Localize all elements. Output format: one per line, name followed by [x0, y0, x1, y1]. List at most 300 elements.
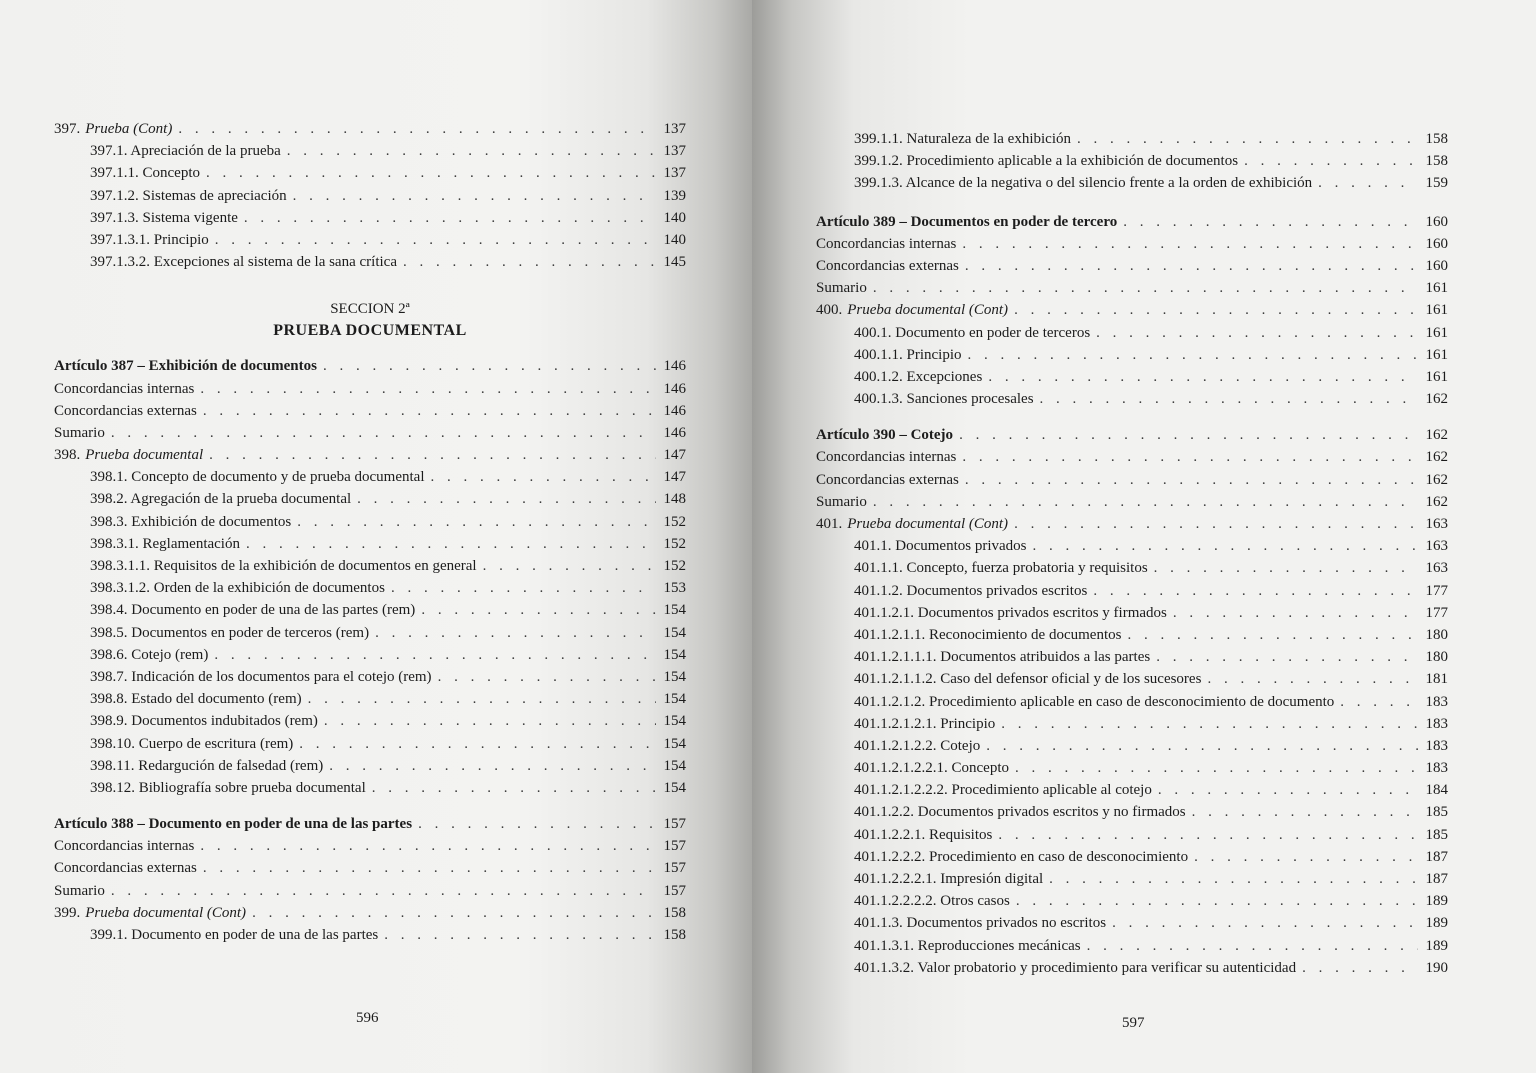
dot-leader [1096, 322, 1418, 344]
toc-entry-text: 397.1.2. Sistemas de apreciación [90, 187, 287, 204]
toc-entry [816, 299, 1448, 321]
toc-page-number: 160 [1425, 235, 1448, 252]
dot-leader [1093, 580, 1418, 602]
dot-leader [324, 710, 656, 732]
toc-entry-title [816, 277, 867, 299]
toc-entry-text: 399.1.1. Naturaleza de la exhibición [854, 131, 1072, 147]
dot-leader [1173, 602, 1418, 624]
toc-entry-title [816, 299, 1008, 321]
dot-leader [244, 207, 656, 229]
toc-entry-text: Prueba documental (Cont) [85, 904, 247, 921]
toc-page-number: 163 [1425, 516, 1448, 532]
toc-entry [54, 511, 686, 533]
toc-entry-number: 401. [816, 516, 843, 532]
toc-entry [54, 162, 686, 184]
dot-leader [418, 813, 656, 835]
toc-entry-title [90, 185, 287, 207]
toc-page-number: 152 [663, 535, 686, 552]
right-page [752, 0, 1536, 1073]
toc-page-number: 187 [1425, 848, 1448, 865]
toc-entry-text: Concordancias externas [816, 471, 959, 488]
toc-entry [816, 735, 1448, 757]
toc-entry-title [854, 646, 1150, 668]
toc-entry-text: Artículo 387 – Exhibición de documentos [54, 358, 317, 375]
toc-entry [54, 880, 686, 902]
dot-leader [965, 469, 1418, 491]
toc-page-number: 154 [663, 602, 686, 619]
toc-entry-title [90, 777, 366, 799]
toc-entry-title [90, 251, 397, 273]
toc-page-number: 177 [1425, 582, 1448, 599]
toc-entry-title [90, 533, 240, 555]
toc-entry [816, 424, 1448, 446]
toc-entry [816, 366, 1448, 388]
toc-entry [54, 488, 686, 510]
toc-entry-text: 398.3.1. Reglamentación [90, 535, 240, 552]
toc-page-number: 189 [1425, 937, 1448, 954]
toc-entry [816, 469, 1448, 491]
toc-entry-title [854, 580, 1087, 602]
toc-entry-text: 398.3.1.2. Orden de la exhibición de documentos [90, 580, 385, 597]
toc-entry [54, 835, 686, 857]
toc-entry [816, 491, 1448, 513]
dot-leader [214, 644, 656, 666]
toc-page-number: 158 [663, 904, 686, 921]
toc-entry-text: Artículo 390 – Cotejo [816, 427, 954, 444]
toc-entry-text: 401.1.2.1.1. Reconocimiento de documentos [854, 626, 1122, 643]
toc-entry [816, 824, 1448, 846]
toc-entry [816, 957, 1448, 979]
dot-leader [1112, 912, 1418, 934]
toc-entry-text: Artículo 388 – Documento en poder de una de las partes [54, 816, 413, 833]
toc-entry-title [854, 801, 1186, 823]
toc-entry-title [90, 622, 369, 644]
toc-page-number: 183 [1425, 737, 1448, 754]
toc-page-number: 152 [663, 558, 686, 574]
dot-leader [1077, 128, 1418, 150]
toc-page-number: 163 [1425, 560, 1448, 577]
toc-entry-title [90, 924, 378, 946]
toc-entry-title [816, 233, 956, 255]
toc-page-number: 146 [663, 358, 686, 375]
dot-leader [1207, 668, 1418, 690]
toc-page-number: 162 [1425, 449, 1448, 466]
toc-entry-title [816, 255, 959, 277]
toc-page-number: 185 [1425, 826, 1448, 843]
toc-entry-number: 400. [816, 302, 843, 319]
dot-leader [1040, 388, 1418, 410]
dot-leader [246, 533, 656, 555]
toc-entry-text: 398.3. Exhibición de documentos [90, 513, 292, 530]
toc-entry-text: Concordancias internas [816, 235, 957, 252]
toc-page-number: 159 [1425, 175, 1448, 192]
toc-page-number: 145 [663, 254, 686, 271]
toc-page-number: 158 [663, 927, 686, 943]
toc-entry-text: 398.7. Indicación de los documentos para el cotejo (rem) [90, 668, 432, 685]
dot-leader [1194, 846, 1418, 868]
toc-page-number: 158 [1425, 153, 1448, 170]
toc-entry-title [816, 424, 953, 446]
toc-entry [816, 150, 1448, 172]
toc-entry-title [90, 207, 238, 229]
toc-entry-title [854, 824, 992, 846]
toc-entry-number: 399. [54, 904, 81, 921]
toc-entry [816, 801, 1448, 823]
toc-page-number: 161 [1425, 346, 1448, 363]
dot-leader [293, 185, 656, 207]
toc-entry-title [54, 118, 172, 140]
toc-entry-text: 399.1. Documento en poder de una de las partes [90, 927, 379, 943]
toc-entry-text: 401.1.2.2.2. Procedimiento en caso de desconocimiento [854, 848, 1189, 865]
toc-page-number: 154 [663, 668, 686, 685]
toc-page-number: 160 [1425, 213, 1448, 230]
dot-leader [1154, 557, 1418, 579]
toc-entry-text: 401.1.3. Documentos privados no escritos [854, 915, 1107, 932]
toc-entry-text: Prueba (Cont) [85, 121, 173, 137]
dot-leader [962, 446, 1418, 468]
dot-leader [988, 366, 1418, 388]
toc-page-number: 146 [663, 424, 686, 441]
dot-leader [215, 229, 656, 251]
toc-entry [816, 446, 1448, 468]
toc-entry-text: 401.1.2.2.2.1. Impresión digital [854, 871, 1044, 887]
toc-entry-title [854, 779, 1152, 801]
toc-entry [54, 444, 686, 466]
dot-leader [986, 735, 1418, 757]
dot-leader [1001, 713, 1418, 735]
toc-entry-text: Concordancias internas [54, 838, 195, 855]
dot-leader [299, 733, 656, 755]
toc-entry [816, 846, 1448, 868]
dot-leader [1014, 513, 1418, 535]
dot-leader [323, 355, 656, 377]
toc-entry [54, 400, 686, 422]
dot-leader [873, 277, 1418, 299]
toc-entry-title [854, 172, 1312, 194]
toc-entry-text: 398.1. Concepto de documento y de prueba documental [90, 469, 425, 486]
toc-entry-title [90, 710, 318, 732]
dot-leader [1156, 646, 1418, 668]
toc-entry-text: Sumario [54, 882, 105, 899]
dot-leader [200, 835, 656, 857]
toc-page-number: 147 [663, 447, 686, 464]
toc-entry-text: 399.1.3. Alcance de la negativa o del silencio frente a la orden de exhibición [854, 175, 1313, 192]
toc-entry-title [54, 857, 197, 879]
dot-leader [1127, 624, 1418, 646]
toc-entry [54, 207, 686, 229]
toc-entry [54, 466, 686, 488]
left-page [0, 0, 752, 1073]
toc-entry-title [54, 378, 194, 400]
toc-entry-title [90, 229, 209, 251]
toc-page-number: 148 [663, 491, 686, 508]
toc-entry [816, 322, 1448, 344]
toc-entry [54, 555, 686, 577]
toc-entry-text: 401.1.2.2.1. Requisitos [854, 826, 993, 843]
dot-leader [1318, 172, 1418, 194]
toc-entry-text: 401.1.2.1.1.2. Caso del defensor oficial y de los sucesores [854, 671, 1202, 688]
toc-entry-title [90, 555, 477, 577]
toc-page-number: 184 [1425, 782, 1448, 799]
left-toc [54, 118, 686, 946]
toc-entry-text: 400.1.1. Principio [854, 346, 962, 363]
toc-page-number: 190 [1425, 959, 1448, 976]
toc-entry-text: 398.6. Cotejo (rem) [90, 646, 209, 663]
toc-page-number: 189 [1425, 915, 1448, 932]
toc-entry-text: 398.3.1.1. Requisitos de la exhibición de documentos en general [90, 558, 477, 574]
toc-page-number: 183 [1425, 760, 1448, 777]
toc-page-number: 154 [663, 624, 686, 641]
dot-leader [200, 378, 656, 400]
toc-entry-text: 401.1. Documentos privados [854, 538, 1027, 555]
toc-page-number: 152 [663, 513, 686, 530]
dot-leader [1014, 299, 1418, 321]
dot-leader [962, 233, 1418, 255]
toc-entry-title [816, 469, 959, 491]
dot-leader [1158, 779, 1418, 801]
dot-leader [297, 511, 656, 533]
toc-entry-text: 397.1.3.2. Excepciones al sistema de la sana crítica [90, 254, 397, 271]
dot-leader [1302, 957, 1418, 979]
toc-entry-number: 397. [54, 121, 81, 137]
dot-leader [998, 824, 1418, 846]
toc-entry-title [854, 890, 1010, 912]
toc-entry-title [854, 868, 1043, 890]
toc-entry-title [90, 162, 200, 184]
toc-entry [816, 868, 1448, 890]
toc-entry [816, 602, 1448, 624]
toc-entry [54, 422, 686, 444]
section-title: PRUEBA DOCUMENTAL [273, 322, 467, 340]
toc-page-number: 162 [1425, 391, 1448, 408]
toc-entry-text: 401.1.2.2.2.2. Otros casos [854, 893, 1010, 910]
toc-entry-text: 398.11. Redargución de falsedad (rem) [90, 757, 324, 774]
toc-entry-title [90, 666, 432, 688]
toc-entry [816, 233, 1448, 255]
toc-entry-title [854, 846, 1188, 868]
section-label: SECCION 2ª [330, 301, 410, 318]
toc-entry [54, 378, 686, 400]
toc-entry-title [816, 513, 1008, 535]
toc-entry-title [854, 912, 1106, 934]
dot-leader [111, 422, 656, 444]
toc-entry-title [90, 488, 351, 510]
toc-entry [54, 688, 686, 710]
toc-entry [54, 355, 686, 377]
toc-entry-title [854, 557, 1148, 579]
toc-page-number: 154 [663, 646, 686, 663]
toc-entry-text: 398.4. Documento en poder de una de las partes (rem) [90, 602, 416, 619]
toc-page-number: 162 [1425, 427, 1448, 444]
dot-leader [357, 488, 656, 510]
toc-entry-text: 401.1.2.1.2.2. Cotejo [854, 737, 981, 754]
toc-page-number: 181 [1425, 671, 1448, 688]
toc-entry [816, 513, 1448, 535]
toc-page-number: 183 [1425, 715, 1448, 732]
toc-entry-title [854, 668, 1201, 690]
toc-entry-text: Sumario [54, 424, 105, 441]
toc-page-number: 158 [1425, 131, 1448, 147]
toc-entry-title [854, 713, 995, 735]
toc-entry-text: Sumario [816, 493, 867, 510]
toc-entry [816, 255, 1448, 277]
toc-group [816, 128, 1448, 195]
toc-entry [54, 666, 686, 688]
dot-leader [391, 577, 656, 599]
toc-entry [54, 777, 686, 799]
toc-page-number: 137 [663, 143, 686, 160]
dot-leader [431, 466, 657, 488]
toc-entry-title [90, 688, 302, 710]
toc-page-number: 189 [1425, 893, 1448, 910]
toc-page-number: 154 [663, 735, 686, 752]
toc-entry [816, 912, 1448, 934]
dot-leader [1123, 211, 1418, 233]
toc-entry [54, 857, 686, 879]
toc-entry [816, 890, 1448, 912]
dot-leader [421, 599, 656, 621]
toc-entry-title [816, 446, 956, 468]
toc-entry-title [854, 957, 1296, 979]
toc-page-number: 153 [663, 580, 686, 597]
dot-leader [1049, 868, 1418, 890]
toc-entry [816, 535, 1448, 557]
toc-entry-text: Sumario [816, 280, 867, 297]
toc-entry-text: 401.1.1. Concepto, fuerza probatoria y requisitos [854, 560, 1148, 577]
toc-entry-title [54, 880, 105, 902]
toc-entry-number: 398. [54, 447, 81, 464]
toc-entry-text: 401.1.2.1.2.2.2. Procedimiento aplicable al cotejo [854, 782, 1152, 799]
dot-leader [1016, 890, 1418, 912]
toc-page-number: 137 [663, 165, 686, 182]
dot-leader [178, 118, 656, 140]
toc-page-number: 180 [1425, 626, 1448, 643]
dot-leader [873, 491, 1418, 513]
dot-leader [384, 924, 656, 946]
toc-entry-title [854, 757, 1009, 779]
toc-group [54, 813, 686, 946]
toc-entry [54, 577, 686, 599]
toc-entry-title [54, 835, 194, 857]
toc-entry [816, 691, 1448, 713]
toc-entry-title [816, 211, 1117, 233]
toc-entry [54, 755, 686, 777]
dot-leader [203, 400, 656, 422]
toc-page-number: 161 [1425, 280, 1448, 297]
toc-entry [54, 251, 686, 273]
toc-entry-title [90, 644, 208, 666]
toc-entry [54, 924, 686, 946]
toc-entry-title [54, 400, 197, 422]
toc-entry-text: 397.1. Apreciación de la prueba [90, 143, 281, 160]
toc-entry-title [54, 902, 246, 924]
toc-entry [54, 902, 686, 924]
dot-leader [329, 755, 656, 777]
toc-entry-text: 401.1.2.1.1.1. Documentos atribuidos a las partes [854, 649, 1151, 666]
toc-entry-text: Prueba documental [85, 447, 204, 464]
toc-entry-title [90, 140, 281, 162]
dot-leader [375, 622, 656, 644]
toc-entry-title [90, 755, 323, 777]
dot-leader [252, 902, 656, 924]
toc-entry-text: 400.1.2. Excepciones [854, 368, 983, 385]
toc-entry [54, 599, 686, 621]
dot-leader [965, 255, 1418, 277]
dot-leader [203, 857, 656, 879]
toc-page-number: 137 [663, 121, 686, 137]
toc-page-number: 162 [1425, 493, 1448, 510]
toc-page-number: 146 [663, 380, 686, 397]
toc-entry-text: Concordancias internas [816, 449, 957, 466]
toc-entry-title [90, 599, 415, 621]
toc-entry-text: Concordancias externas [54, 860, 197, 877]
toc-page-number: 147 [663, 469, 686, 486]
toc-entry-text: 401.1.3.2. Valor probatorio y procedimiento para verificar su autenticidad [854, 959, 1297, 976]
toc-entry [816, 172, 1448, 194]
dot-leader [111, 880, 656, 902]
toc-entry-text: 398.8. Estado del documento (rem) [90, 691, 302, 708]
dot-leader [308, 688, 656, 710]
toc-entry-text: 397.1.3. Sistema vigente [90, 209, 238, 226]
toc-entry [816, 277, 1448, 299]
toc-entry-text: 401.1.2.1.2.2.1. Concepto [854, 760, 1009, 777]
toc-entry-title [854, 344, 962, 366]
toc-entry-title [854, 322, 1090, 344]
toc-entry-text: 401.1.2.1.2. Procedimiento aplicable en caso de desconocimiento de documento [854, 693, 1335, 710]
dot-leader [206, 162, 656, 184]
toc-entry-title [90, 511, 291, 533]
toc-entry-title [54, 355, 317, 377]
toc-entry-title [90, 733, 293, 755]
toc-entry [54, 622, 686, 644]
dot-leader [372, 777, 656, 799]
toc-entry-title [854, 535, 1026, 557]
toc-entry [54, 644, 686, 666]
toc-group [54, 355, 686, 799]
dot-leader [1015, 757, 1418, 779]
toc-entry-title [854, 935, 1081, 957]
toc-entry-text: Prueba documental (Cont) [847, 516, 1009, 532]
toc-page-number: 183 [1425, 693, 1448, 710]
toc-entry [816, 779, 1448, 801]
toc-entry-text: 398.5. Documentos en poder de terceros (rem) [90, 624, 370, 641]
toc-page-number: 162 [1425, 471, 1448, 488]
toc-entry [54, 140, 686, 162]
toc-entry [816, 128, 1448, 150]
toc-group [54, 118, 686, 273]
toc-entry-text: 401.1.2.1. Documentos privados escritos y firmados [854, 604, 1167, 621]
dot-leader [287, 140, 656, 162]
toc-entry [816, 668, 1448, 690]
toc-entry-text: 401.1.2.2. Documentos privados escritos y no firmados [854, 804, 1186, 821]
dot-leader [1032, 535, 1418, 557]
toc-entry-title [854, 128, 1071, 150]
toc-page-number: 185 [1425, 804, 1448, 821]
toc-page-number: 139 [663, 187, 686, 204]
toc-page-number: 157 [663, 860, 686, 877]
dot-leader [403, 251, 656, 273]
toc-entry-title [90, 466, 425, 488]
toc-entry-title [854, 624, 1121, 646]
toc-entry [816, 557, 1448, 579]
dot-leader [209, 444, 656, 466]
toc-entry [816, 757, 1448, 779]
page-number: 596 [356, 1010, 379, 1026]
toc-entry-text: 401.1.2. Documentos privados escritos [854, 582, 1088, 599]
toc-entry [54, 710, 686, 732]
toc-entry-title [854, 691, 1334, 713]
toc-entry-text: Concordancias externas [54, 402, 197, 419]
